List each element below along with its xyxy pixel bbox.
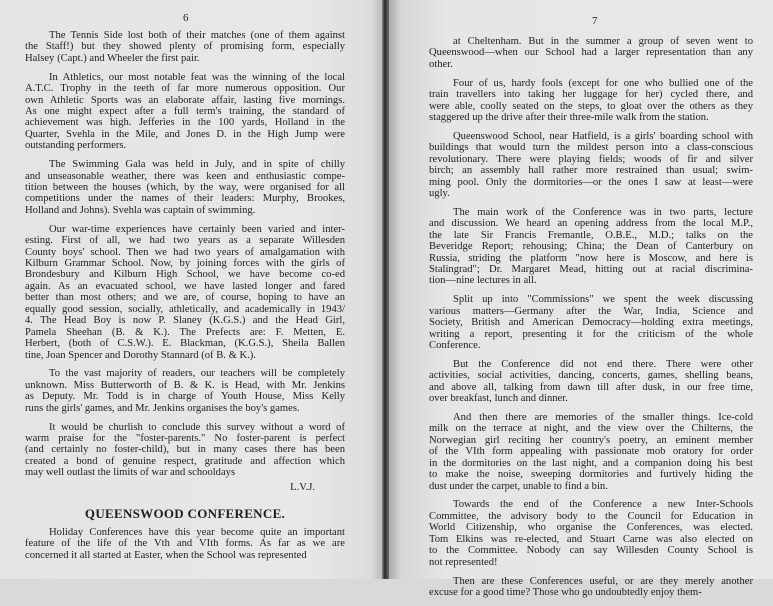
text-line: train travellers into taking her luggage for her) cycled there, and: [429, 89, 753, 101]
right-page-text: [429, 36, 753, 606]
text-line: may well outlast the limits of war and schooldays: [25, 467, 236, 479]
text-line: feature of the life of the Vth and VIth forms. As far as we are: [25, 538, 345, 550]
article-queenswood-start: [25, 527, 345, 561]
text-line: In Athletics, our most notable feat was the winning of the local: [49, 71, 345, 83]
text-line: again. As an evacuated school, we have lasted longer and fared: [25, 280, 345, 292]
paragraph: [429, 412, 753, 492]
text-line: The Swimming Gala was held in July, and in spite of chilly: [49, 159, 345, 171]
text-line: birch; an assembly hall rather more restrained than usual; swim-: [429, 165, 753, 177]
text-line: ming pool. Only the dormitories—or the ones I saw at least—were: [429, 176, 753, 188]
paragraph: [25, 159, 345, 216]
text-line: own Athletic Sports was an elaborate affair, lasting five mornings.: [25, 94, 345, 106]
paragraph: [25, 224, 345, 361]
text-line: 4. The Head Boy is now P. Slaney (K.G.S.) and the Head Girl,: [25, 315, 345, 327]
text-line: Queenswood School, near Hatfield, is a girls' boarding school with: [453, 130, 753, 142]
text-line: (and certainly no foster-child), but in many cases there has been: [25, 444, 345, 456]
text-line: buildings that would turn the mildest person into a class-conscious: [429, 142, 753, 154]
text-line: at Cheltenham. But in the summer a group of seven went to: [453, 36, 753, 47]
text-line: the Staff!) but they showed plenty of promising form, especially: [25, 41, 345, 53]
text-line: other.: [429, 58, 453, 70]
paragraph: [429, 207, 753, 287]
text-line: writing a report, presenting it for the criticism of the whole: [429, 328, 753, 340]
text-line: activities, social activities, dancing, concerts, games, shelling beans,: [429, 370, 753, 382]
text-line: Towards the end of the Conference a new Inter-Schools: [453, 499, 753, 511]
text-line: Beveridge Report; rehousing; China; the Dean of Canterbury on: [429, 241, 753, 253]
paragraph: [429, 78, 753, 124]
text-line: competitions under the names of their leaders: Murphy, Brookes,: [25, 193, 345, 205]
text-line: tion—nine lectures in all.: [429, 275, 537, 287]
right-page: [389, 0, 773, 598]
text-line: Norwegian girl reciting her country's poetry, an eminent member: [429, 434, 753, 446]
section-heading: QUEENSWOOD CONFERENCE.: [84, 505, 286, 521]
text-line: to the Committee. Nobody can say Willesden County School is: [429, 545, 753, 557]
text-line: concerned it all started at Easter, when the School was represented: [25, 549, 307, 561]
text-line: warm praise for the "foster-parents." No foster-parent is perfect: [25, 432, 345, 444]
book-gutter: [382, 0, 389, 579]
text-line: County boys' school. Then we had two years of amalgamation with: [25, 246, 345, 258]
article-queenswood-continued: [429, 36, 753, 598]
text-line: Queenswood—when our School had a larger representation than any: [429, 47, 753, 59]
text-line: esting. First of all, we had two years as a separate Willesden: [25, 235, 345, 247]
left-page-text: [25, 30, 345, 569]
text-line: were able, coolly seated on the steps, to gloat over the others as they: [429, 100, 753, 112]
text-line: Holland and Johns). Svehla was captain of swimming.: [25, 204, 256, 216]
text-line: dust under the carpet, unable to find a bin.: [429, 480, 608, 492]
paragraph: [25, 527, 345, 561]
article-school-report: [25, 30, 345, 479]
text-line: Four of us, hardy fools (except for one who bullied one of the: [453, 77, 753, 89]
text-line: created a bond of genuine respect, gratitude and affection which: [25, 455, 345, 467]
text-line: But the Conference did not end there. There were other: [453, 358, 753, 370]
paragraph: [25, 72, 345, 152]
text-line: of the VIth form appealing with passionate mob oratory for order: [429, 446, 753, 458]
text-line: unknown. Miss Butterworth of B. & K. is Head, with Mr. Jenkins: [25, 379, 345, 391]
text-line: achievement was high. Jefferies in the 100 yards, Holland in the: [25, 117, 345, 129]
text-line: to make the noise, sweeping dormitories and furtively hiding the: [429, 469, 753, 481]
text-line: and discussion. We heard an opening address from the local M.P.,: [429, 218, 753, 230]
text-line: Tom Elkins was re-elected, and Stuart Carne was also elected on: [429, 533, 753, 545]
text-line: Split up into "Commissions" we spent the week discussing: [453, 294, 753, 306]
text-line: It would be churlish to conclude this survey without a word of: [49, 421, 345, 433]
text-line: Quarter, Svehla in the Mile, and Jones D. in the High Jump were: [25, 128, 345, 140]
text-line: Kilburn Grammar School. Now, by joining forces with the girls of: [25, 258, 345, 270]
text-line: milk on the terrace at night, and the view over the Chilterns, the: [429, 423, 753, 435]
text-line: And then there are memories of the smaller things. Ice-cold: [453, 412, 753, 424]
text-line: Society, British and American Democracy—holding extra meetings,: [429, 317, 753, 329]
text-line: The main work of the Conference was in two parts, lecture: [453, 206, 753, 218]
text-line: World Citizenship, who organise the Conferences, was elected.: [429, 522, 753, 534]
text-line: Holiday Conferences have this year become quite an important: [49, 527, 345, 538]
page-number: 6: [183, 12, 189, 24]
text-line: Halsey (Capt.) and Wheeler the first pair.: [25, 52, 200, 64]
paragraph: [429, 359, 753, 405]
text-line: excuse for a good time? Those who go undoubtedly enjoy them-: [429, 586, 702, 598]
text-line: Our war-time experiences have certainly been varied and inter-: [49, 223, 345, 235]
text-line: Stalingrad"; Dr. Margaret Mead, hitting out at racial discrimina-: [429, 264, 753, 276]
text-line: the late Sir Francis Fremantle, O.B.E., M.D.; talks on the: [429, 229, 753, 241]
paragraph: [25, 368, 345, 414]
page-number: 7: [592, 15, 598, 27]
text-line: not represented!: [429, 556, 498, 568]
text-line: Committee, the advisory body to the Council for Education in: [429, 510, 753, 522]
text-line: as Deputy. Mr. Todd is in charge of Youth House, Miss Kelly: [25, 391, 345, 403]
text-line: over breakfast, lunch and dinner.: [429, 393, 568, 405]
text-line: outstanding performers.: [25, 140, 127, 152]
text-line: Then are these Conferences useful, or are they merely another: [453, 575, 753, 587]
text-line: To the vast majority of readers, our teachers will be completely: [49, 368, 345, 380]
left-page: [0, 0, 382, 579]
paragraph: [25, 30, 345, 64]
text-line: tine, Joan Spencer and Dorothy Stannard (of B. & K.).: [25, 349, 256, 361]
text-line: The Tennis Side lost both of their matches (one of them against: [49, 30, 345, 41]
text-line: various matters—Germany after the War, India, Science and: [429, 305, 753, 317]
text-line: better than most others; and we are, of course, hoping to have an: [25, 292, 345, 304]
text-line: equally good session, socially, athletically, and academically in 1943/: [25, 303, 345, 315]
text-line: Conference.: [429, 340, 481, 352]
paragraph: [429, 131, 753, 200]
text-line: tition between the houses (which, by the way, were organised for all: [25, 182, 345, 194]
paragraph: [429, 294, 753, 351]
text-line: A.T.C. Trophy in the teeth of far more numerous opposition. Our: [25, 83, 345, 95]
text-line: Herbert, (both of C.S.W.). E. Blackman, (K.G.S.), Sheila Ballen: [25, 338, 345, 350]
text-line: Russia, striding the platform "now here is Moscow, and here is: [429, 252, 753, 264]
text-line: runs the girls' games, and Mr. Jenkins organises the boy's games.: [25, 402, 300, 414]
text-line: in the dormitories on the last night, and a companion doing his best: [429, 457, 753, 469]
text-line: As one might expect after a full term's training, the standard of: [25, 106, 345, 118]
text-line: revolutionary. There were playing fields; woods of fir and silver: [429, 153, 753, 165]
text-line: and unseasonable weather, there was keen and enthusiastic compe-: [25, 170, 345, 182]
text-line: ugly.: [429, 188, 450, 200]
paragraph: [25, 422, 345, 479]
text-line: and above all, talking from dawn till after dusk, in our free time,: [429, 381, 753, 393]
text-line: Pamela Sheehan (B. & K.). The Prefects are: F. Metten, E.: [25, 326, 345, 338]
signature: L.V.J.: [290, 482, 315, 494]
text-line: Brondesbury and Kilburn High School, we have become co-ed: [25, 269, 345, 281]
text-line: staggered up the drive after their three-mile walk from the station.: [429, 112, 709, 124]
paragraph: [429, 36, 753, 70]
paragraph: [429, 499, 753, 568]
